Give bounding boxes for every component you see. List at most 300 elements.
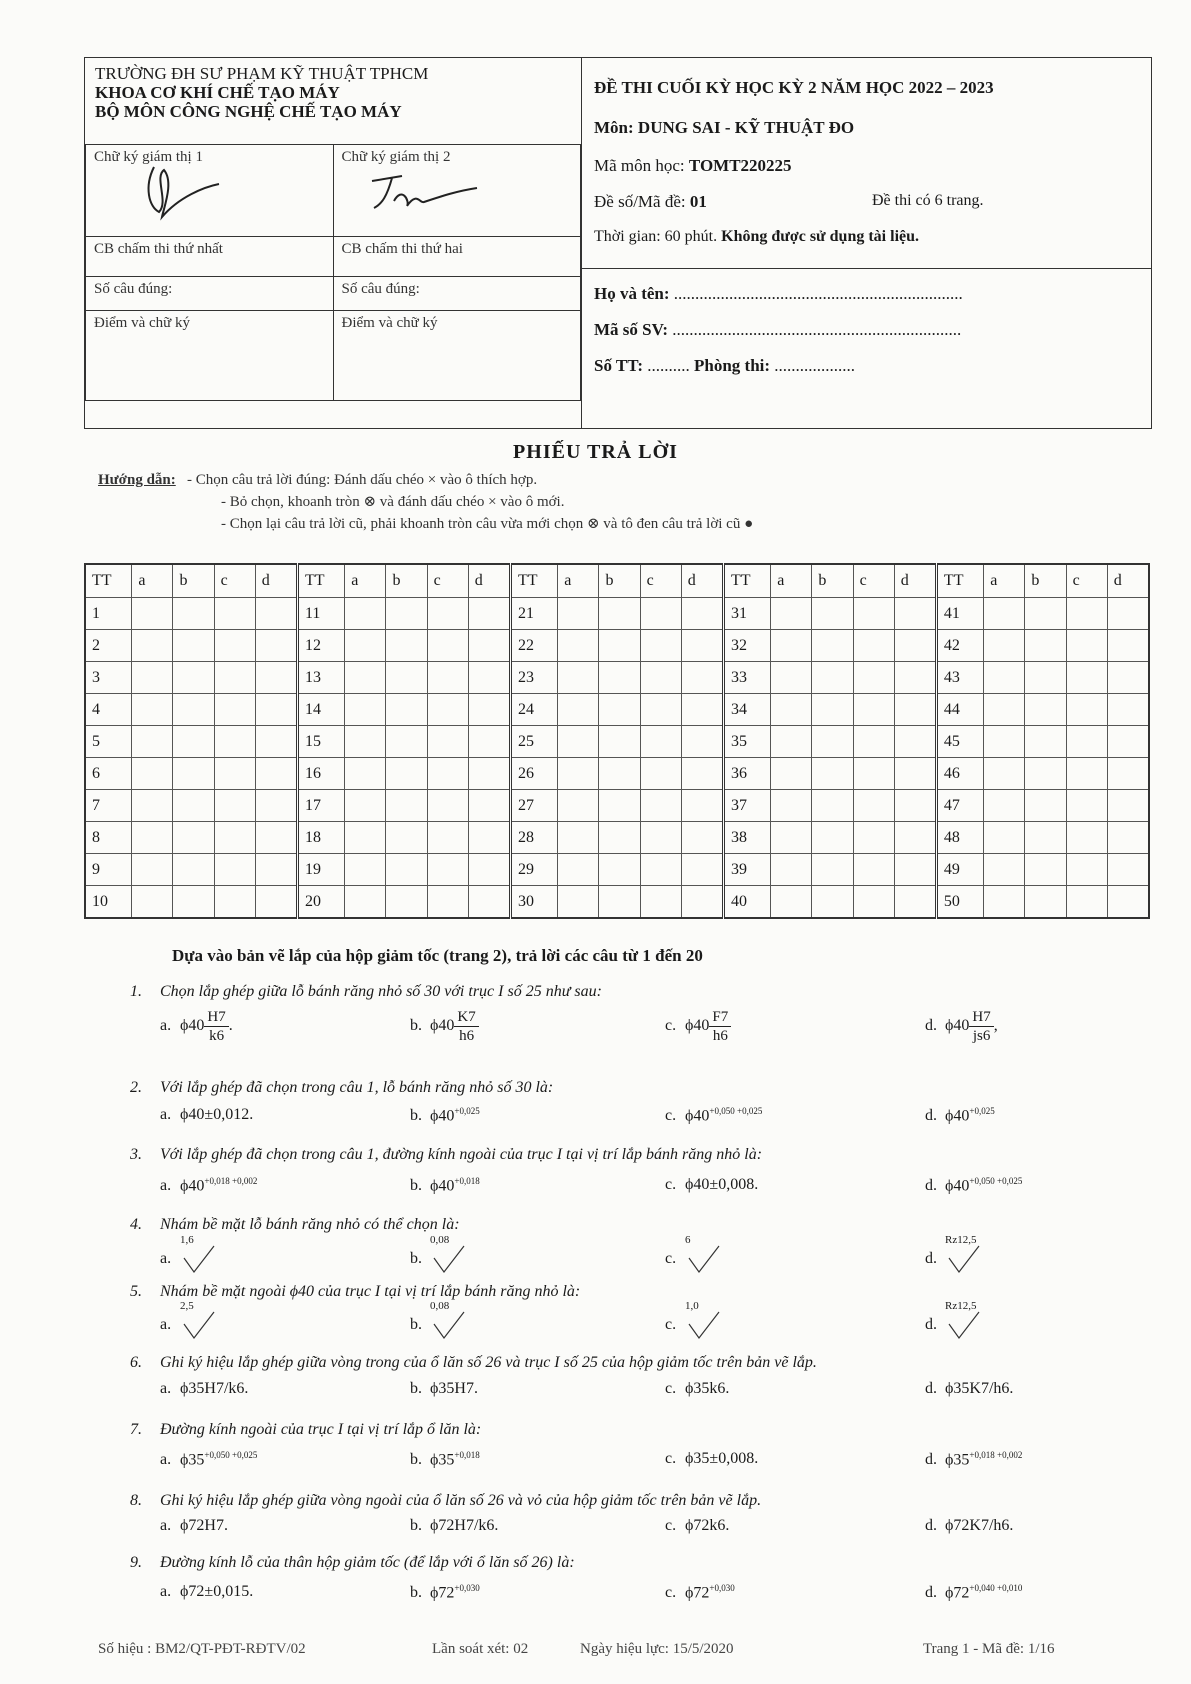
roughness-value: Rz12,5 [945, 1300, 977, 1312]
q8-option-c[interactable]: c. ϕ72k6. [665, 1517, 730, 1534]
option-text: ϕ72H7/k6. [430, 1517, 499, 1534]
answer-box-c[interactable] [214, 758, 255, 790]
header-choice-d: d [468, 564, 510, 598]
subject-label: Môn: [594, 118, 634, 137]
question-number-cell: 15 [297, 726, 344, 758]
answer-box-a[interactable] [345, 854, 386, 886]
answer-box-a[interactable] [984, 630, 1025, 662]
guide-line-3: - Chọn lại câu trả lời cũ, phải khoanh tròn câu vừa mới chọn ⊗ và tô đen câu trả lời cũ ● [221, 516, 754, 532]
answer-box-d[interactable] [1107, 758, 1149, 790]
q7-option-d[interactable]: d. $\phi 35^{+0,018 +0,002}$ [925, 1450, 1023, 1469]
q8-option-d[interactable]: d. ϕ72K7/h6. [925, 1517, 1014, 1534]
answer-box-a[interactable] [132, 886, 173, 919]
answer-box-c[interactable] [1066, 886, 1107, 919]
course-code-label: Mã môn học: [594, 156, 685, 175]
answer-box-b[interactable] [599, 790, 640, 822]
answer-box-c[interactable] [214, 726, 255, 758]
answer-box-a[interactable] [345, 790, 386, 822]
answer-box-a[interactable] [558, 630, 599, 662]
answer-box-b[interactable] [386, 630, 427, 662]
answer-box-c[interactable] [640, 694, 681, 726]
answer-box-b[interactable] [1025, 662, 1066, 694]
answer-box-d[interactable] [255, 726, 297, 758]
question-number: 2. [130, 1079, 142, 1096]
answer-box-b[interactable] [386, 758, 427, 790]
q2-option-d[interactable]: d. $\phi 40^{+0,025}$ [925, 1106, 995, 1125]
answer-box-c[interactable] [853, 694, 894, 726]
answer-box-b[interactable] [812, 694, 853, 726]
q9-option-a[interactable]: a. ϕ72±0,015. [160, 1583, 254, 1600]
answer-box-d[interactable] [255, 790, 297, 822]
answer-box-b[interactable] [812, 630, 853, 662]
answer-box-b[interactable] [386, 854, 427, 886]
question-number: 5. [130, 1283, 142, 1300]
answer-box-d[interactable] [255, 854, 297, 886]
q2-option-c[interactable]: c. $\phi 40^{+0,050 +0,025}$ [665, 1106, 763, 1125]
tolerance: +0,030 [709, 1583, 735, 1593]
answer-box-a[interactable] [132, 598, 173, 630]
answer-box-b[interactable] [812, 758, 853, 790]
answer-box-c[interactable] [640, 758, 681, 790]
answer-box-c[interactable] [640, 822, 681, 854]
answer-box-c[interactable] [427, 790, 468, 822]
answer-box-b[interactable] [173, 726, 214, 758]
answer-box-d[interactable] [255, 758, 297, 790]
q5-option-b[interactable]: b. 0,08 [410, 1310, 470, 1340]
answer-box-c[interactable] [640, 662, 681, 694]
option-text: ϕ40 [945, 1107, 970, 1125]
q3-option-b[interactable]: b. $\phi 40^{+0,018}$ [410, 1176, 480, 1195]
answer-box-b[interactable] [1025, 854, 1066, 886]
answer-box-d[interactable] [1107, 854, 1149, 886]
answer-box-a[interactable] [984, 854, 1025, 886]
answer-box-a[interactable] [558, 758, 599, 790]
answer-box-c[interactable] [853, 854, 894, 886]
answer-box-b[interactable] [599, 854, 640, 886]
answer-box-b[interactable] [1025, 886, 1066, 919]
q1-option-d[interactable]: d. ϕ40 $\frac{H7}{js6}$ , [925, 1009, 998, 1044]
answer-box-a[interactable] [558, 726, 599, 758]
question-number-cell: 11 [297, 598, 344, 630]
answer-box-d[interactable] [681, 822, 723, 854]
q1-option-c[interactable]: c. ϕ40 $\frac{F7}{h6}$ [665, 1008, 731, 1045]
answer-box-c[interactable] [427, 630, 468, 662]
question-number-cell: 22 [510, 630, 557, 662]
answer-box-d[interactable] [894, 598, 936, 630]
answer-box-d[interactable] [681, 758, 723, 790]
answer-box-b[interactable] [173, 886, 214, 919]
q5-option-a[interactable]: a. 2,5 [160, 1310, 220, 1340]
answer-box-a[interactable] [558, 694, 599, 726]
answer-box-d[interactable] [681, 630, 723, 662]
answer-box-c[interactable] [853, 726, 894, 758]
q5-option-d[interactable]: d. Rz12,5 [925, 1310, 985, 1340]
answer-box-d[interactable] [894, 822, 936, 854]
answer-box-b[interactable] [1025, 598, 1066, 630]
answer-box-b[interactable] [812, 854, 853, 886]
answer-box-b[interactable] [173, 662, 214, 694]
answer-box-c[interactable] [1066, 790, 1107, 822]
answer-box-c[interactable] [427, 822, 468, 854]
question-number: 6. [130, 1354, 142, 1371]
answer-box-d[interactable] [255, 886, 297, 919]
answer-box-b[interactable] [1025, 694, 1066, 726]
answer-box-c[interactable] [214, 886, 255, 919]
answer-box-b[interactable] [173, 694, 214, 726]
answer-box-a[interactable] [984, 822, 1025, 854]
answer-box-c[interactable] [853, 662, 894, 694]
guide-line-2: - Bỏ chọn, khoanh tròn ⊗ và đánh dấu chéo × vào ô mới. [221, 494, 565, 510]
supervisor-1-cell [86, 145, 334, 237]
answer-box-b[interactable] [599, 662, 640, 694]
answer-box-a[interactable] [984, 758, 1025, 790]
q6-option-d[interactable]: d. ϕ35K7/h6. [925, 1380, 1014, 1397]
q7-option-a[interactable]: a. $\phi 35^{+0,050 +0,025}$ [160, 1450, 258, 1469]
answer-box-a[interactable] [771, 598, 812, 630]
q6-option-c[interactable]: c. ϕ35k6. [665, 1380, 730, 1397]
answer-box-b[interactable] [173, 822, 214, 854]
guide-line-1: - Chọn câu trả lời đúng: Đánh dấu chéo × vào ô thích hợp. [187, 472, 538, 488]
name-label: Họ và tên: [594, 284, 670, 303]
answer-box-a[interactable] [984, 598, 1025, 630]
answer-box-b[interactable] [1025, 790, 1066, 822]
answer-box-d[interactable] [681, 694, 723, 726]
q9-option-d[interactable]: d. $\phi 72^{+0,040 +0,010}$ [925, 1583, 1023, 1602]
answer-box-b[interactable] [386, 790, 427, 822]
question-number-cell: 13 [297, 662, 344, 694]
answer-box-a[interactable] [558, 662, 599, 694]
answer-box-b[interactable] [386, 726, 427, 758]
question-number-cell: 9 [85, 854, 132, 886]
answer-box-c[interactable] [1066, 758, 1107, 790]
tolerance: +0,050 +0,025 [969, 1176, 1023, 1186]
answer-box-b[interactable] [599, 886, 640, 919]
answer-box-b[interactable] [599, 822, 640, 854]
answer-box-c[interactable] [640, 886, 681, 919]
answer-box-b[interactable] [386, 886, 427, 919]
answer-box-c[interactable] [853, 790, 894, 822]
answer-box-c[interactable] [214, 662, 255, 694]
answer-box-b[interactable] [173, 854, 214, 886]
answer-box-a[interactable] [345, 694, 386, 726]
answer-box-d[interactable] [468, 886, 510, 919]
answer-box-c[interactable] [427, 694, 468, 726]
q2-option-a[interactable]: a. ϕ40±0,012. [160, 1106, 254, 1123]
answer-box-d[interactable] [1107, 662, 1149, 694]
q3-option-a[interactable]: a. $\phi 40^{+0,018 +0,002}$ [160, 1176, 258, 1195]
answer-box-b[interactable] [599, 726, 640, 758]
answer-box-c[interactable] [1066, 662, 1107, 694]
answer-box-a[interactable] [345, 662, 386, 694]
answer-box-c[interactable] [214, 822, 255, 854]
answer-box-c[interactable] [853, 758, 894, 790]
answer-box-a[interactable] [345, 822, 386, 854]
question-number-cell: 6 [85, 758, 132, 790]
answer-box-b[interactable] [812, 598, 853, 630]
answer-box-a[interactable] [771, 630, 812, 662]
answer-box-d[interactable] [894, 854, 936, 886]
answer-box-d[interactable] [468, 822, 510, 854]
answer-box-c[interactable] [1066, 598, 1107, 630]
q7-option-c[interactable]: c. ϕ35±0,008. [665, 1450, 759, 1467]
answer-box-b[interactable] [1025, 758, 1066, 790]
answer-box-a[interactable] [771, 694, 812, 726]
answer-box-a[interactable] [132, 854, 173, 886]
course-code-line [594, 156, 792, 176]
answer-box-d[interactable] [1107, 726, 1149, 758]
answer-box-d[interactable] [1107, 630, 1149, 662]
q1-option-b[interactable]: b. ϕ40 $\frac{K7}{h6}$ [410, 1008, 479, 1045]
answer-box-a[interactable] [771, 854, 812, 886]
answer-box-c[interactable] [427, 886, 468, 919]
q8-option-b[interactable]: b. ϕ72H7/k6. [410, 1517, 499, 1534]
answer-box-d[interactable] [255, 598, 297, 630]
time-label: Thời gian: 60 phút. [594, 228, 718, 245]
answer-box-c[interactable] [640, 790, 681, 822]
header-tt: TT [85, 564, 132, 598]
q4-option-a[interactable]: a. 1,6 [160, 1244, 220, 1274]
answer-box-c[interactable] [214, 598, 255, 630]
answer-box-b[interactable] [599, 758, 640, 790]
correct-count-1-label: Số câu đúng: [86, 277, 334, 311]
answer-box-c[interactable] [640, 630, 681, 662]
q6-option-a[interactable]: a. ϕ35H7/k6. [160, 1380, 249, 1397]
guide-label: Hướng dẫn: [98, 472, 176, 488]
answer-box-a[interactable] [771, 790, 812, 822]
q9-option-b[interactable]: b. $\phi 72^{+0,030}$ [410, 1583, 480, 1602]
answer-box-d[interactable] [255, 630, 297, 662]
option-text: ϕ35 [180, 1451, 205, 1469]
tolerance: +0,050 +0,025 [709, 1106, 763, 1116]
answer-box-a[interactable] [771, 886, 812, 919]
answer-box-a[interactable] [132, 790, 173, 822]
answer-box-d[interactable] [468, 726, 510, 758]
frac-bot: h6 [712, 1028, 728, 1044]
roughness-value: 1,6 [180, 1234, 194, 1246]
answer-row [85, 694, 1149, 726]
answer-box-d[interactable] [894, 790, 936, 822]
answer-box-b[interactable] [1025, 630, 1066, 662]
question-3 [130, 1146, 762, 1164]
guide-block [98, 469, 753, 535]
option-text: ϕ40 [180, 1177, 205, 1195]
answer-box-a[interactable] [345, 726, 386, 758]
question-text: Nhám bề mặt ngoài ϕ40 của trục I tại vị trí lắp bánh răng nhỏ là: [160, 1283, 581, 1300]
question-number-cell: 17 [297, 790, 344, 822]
answer-box-c[interactable] [214, 630, 255, 662]
question-number-cell: 31 [723, 598, 770, 630]
answer-box-b[interactable] [1025, 726, 1066, 758]
answer-box-a[interactable] [558, 854, 599, 886]
answer-box-a[interactable] [132, 758, 173, 790]
grader-2-label: CB chấm thi thứ hai [333, 237, 581, 277]
answer-box-b[interactable] [173, 758, 214, 790]
answer-box-a[interactable] [132, 662, 173, 694]
answer-box-d[interactable] [681, 598, 723, 630]
header-choice-d: d [255, 564, 297, 598]
answer-box-c[interactable] [853, 886, 894, 919]
answer-box-a[interactable] [132, 630, 173, 662]
answer-box-c[interactable] [853, 630, 894, 662]
answer-box-d[interactable] [681, 726, 723, 758]
answer-box-d[interactable] [255, 662, 297, 694]
answer-box-c[interactable] [427, 854, 468, 886]
answer-box-b[interactable] [1025, 822, 1066, 854]
answer-box-c[interactable] [853, 598, 894, 630]
answer-box-a[interactable] [345, 758, 386, 790]
q2-option-b[interactable]: b. $\phi 40^{+0,025}$ [410, 1106, 480, 1125]
roughness-value: 2,5 [180, 1300, 194, 1312]
answer-grid-header [85, 564, 1149, 598]
answer-row [85, 886, 1149, 919]
answer-box-b[interactable] [386, 662, 427, 694]
answer-box-c[interactable] [640, 726, 681, 758]
answer-box-c[interactable] [427, 662, 468, 694]
answer-box-c[interactable] [427, 726, 468, 758]
tolerance: +0,050 +0,025 [204, 1450, 258, 1460]
answer-box-b[interactable] [599, 630, 640, 662]
answer-box-b[interactable] [812, 662, 853, 694]
answer-box-b[interactable] [812, 822, 853, 854]
answer-box-d[interactable] [894, 694, 936, 726]
question-2 [130, 1079, 553, 1097]
answer-box-d[interactable] [468, 758, 510, 790]
answer-box-a[interactable] [771, 726, 812, 758]
answer-box-d[interactable] [681, 854, 723, 886]
answer-box-d[interactable] [681, 662, 723, 694]
answer-box-c[interactable] [1066, 822, 1107, 854]
answer-box-d[interactable] [255, 694, 297, 726]
question-number-cell: 40 [723, 886, 770, 919]
answer-box-b[interactable] [173, 598, 214, 630]
course-code-value: TOMT220225 [688, 156, 792, 175]
q4-option-d[interactable]: d. Rz12,5 [925, 1244, 985, 1274]
answer-box-d[interactable] [894, 886, 936, 919]
answer-box-a[interactable] [771, 822, 812, 854]
fit-fraction [709, 1008, 731, 1045]
answer-box-c[interactable] [1066, 630, 1107, 662]
seat-line [594, 356, 855, 376]
q9-option-c[interactable]: c. $\phi 72^{+0,030}$ [665, 1583, 735, 1602]
question-number-cell: 38 [723, 822, 770, 854]
answer-box-c[interactable] [214, 854, 255, 886]
answer-box-a[interactable] [984, 790, 1025, 822]
answer-box-b[interactable] [386, 694, 427, 726]
answer-box-d[interactable] [681, 886, 723, 919]
answer-box-c[interactable] [1066, 726, 1107, 758]
q8-option-a[interactable]: a. ϕ72H7. [160, 1517, 228, 1534]
answer-box-a[interactable] [558, 886, 599, 919]
answer-box-b[interactable] [386, 598, 427, 630]
q1-option-a[interactable]: a. ϕ40 $\frac{H7}{k6}$ . [160, 1009, 233, 1044]
answer-box-d[interactable] [894, 758, 936, 790]
answer-box-b[interactable] [599, 598, 640, 630]
question-9 [130, 1554, 575, 1572]
answer-box-a[interactable] [132, 822, 173, 854]
answer-box-d[interactable] [894, 662, 936, 694]
answer-box-a[interactable] [345, 630, 386, 662]
question-number-cell: 39 [723, 854, 770, 886]
answer-box-c[interactable] [427, 758, 468, 790]
q6-option-b[interactable]: b. ϕ35H7. [410, 1380, 478, 1397]
answer-box-a[interactable] [984, 726, 1025, 758]
answer-box-a[interactable] [771, 662, 812, 694]
question-text: Ghi ký hiệu lắp ghép giữa vòng trong của ổ lăn số 26 và trục I số 25 của hộp giảm tốc trên bản vẽ lắp. [160, 1354, 817, 1371]
question-number-cell: 12 [297, 630, 344, 662]
answer-box-a[interactable] [984, 886, 1025, 919]
q3-option-c[interactable]: c. ϕ40±0,008. [665, 1176, 759, 1193]
question-number: 4. [130, 1216, 142, 1233]
answer-box-a[interactable] [345, 886, 386, 919]
answer-box-d[interactable] [1107, 694, 1149, 726]
answer-box-d[interactable] [1107, 790, 1149, 822]
question-number: 8. [130, 1492, 142, 1509]
answer-box-c[interactable] [1066, 694, 1107, 726]
header-choice-c: c [214, 564, 255, 598]
answer-box-a[interactable] [132, 726, 173, 758]
answer-box-c[interactable] [853, 822, 894, 854]
answer-box-a[interactable] [984, 662, 1025, 694]
answer-box-d[interactable] [468, 630, 510, 662]
answer-box-c[interactable] [1066, 854, 1107, 886]
supervisor-2-signature [362, 166, 482, 216]
answer-box-b[interactable] [812, 886, 853, 919]
answer-box-d[interactable] [255, 822, 297, 854]
q4-option-b[interactable]: b. 0,08 [410, 1244, 470, 1274]
header-choice-d: d [1107, 564, 1149, 598]
answer-box-a[interactable] [771, 758, 812, 790]
header-right-panel [582, 58, 1151, 428]
answer-box-d[interactable] [1107, 598, 1149, 630]
answer-box-d[interactable] [468, 790, 510, 822]
answer-box-d[interactable] [1107, 886, 1149, 919]
answer-box-d[interactable] [468, 662, 510, 694]
answer-box-b[interactable] [173, 630, 214, 662]
answer-box-d[interactable] [468, 854, 510, 886]
answer-box-d[interactable] [468, 694, 510, 726]
q7-option-b[interactable]: b. $\phi 35^{+0,018}$ [410, 1450, 480, 1469]
answer-box-a[interactable] [558, 598, 599, 630]
answer-box-d[interactable] [468, 598, 510, 630]
q4-option-c[interactable]: c. 6 [665, 1244, 725, 1274]
answer-box-b[interactable] [599, 694, 640, 726]
answer-box-b[interactable] [386, 822, 427, 854]
header-tt: TT [510, 564, 557, 598]
q3-option-d[interactable]: d. $\phi 40^{+0,050 +0,025}$ [925, 1176, 1023, 1195]
answer-box-a[interactable] [132, 694, 173, 726]
answer-box-b[interactable] [173, 790, 214, 822]
answer-box-c[interactable] [640, 598, 681, 630]
answer-box-d[interactable] [894, 726, 936, 758]
question-4 [130, 1216, 460, 1234]
option-text: ϕ40 [430, 1177, 455, 1195]
answer-box-c[interactable] [214, 694, 255, 726]
answer-box-c[interactable] [427, 598, 468, 630]
answer-box-d[interactable] [894, 630, 936, 662]
answer-box-c[interactable] [214, 790, 255, 822]
answer-box-a[interactable] [345, 598, 386, 630]
answer-box-b[interactable] [812, 790, 853, 822]
answer-box-a[interactable] [984, 694, 1025, 726]
answer-box-a[interactable] [558, 822, 599, 854]
answer-box-a[interactable] [558, 790, 599, 822]
answer-box-c[interactable] [640, 854, 681, 886]
q5-option-c[interactable]: c. 1,0 [665, 1310, 725, 1340]
question-number-cell: 8 [85, 822, 132, 854]
answer-box-d[interactable] [1107, 822, 1149, 854]
answer-box-d[interactable] [681, 790, 723, 822]
answer-box-b[interactable] [812, 726, 853, 758]
